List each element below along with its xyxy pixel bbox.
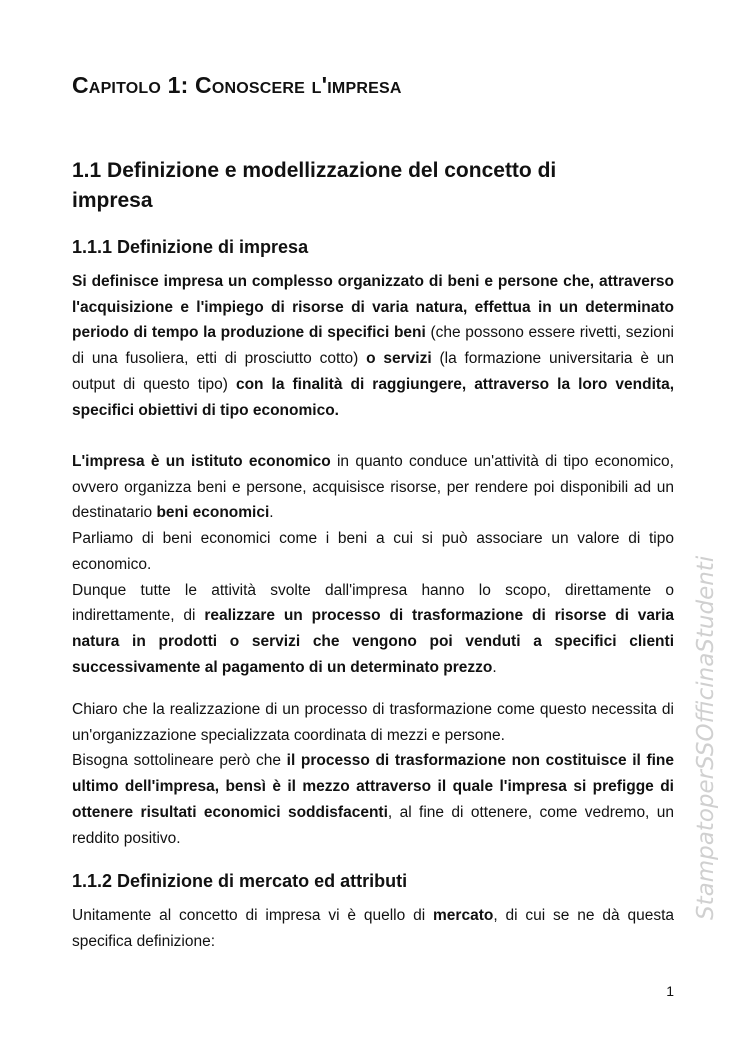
paragraph-mercato bbox=[72, 903, 674, 954]
text-run: Dunque tutte le attività svolte dall'impresa hanno lo scopo, direttamente o indirettamente, di bbox=[72, 581, 674, 625]
text-run: (che possono essere rivetti, sezioni di una fusoliera, etti di prosciutto cotto) bbox=[72, 324, 674, 368]
text-run: Unitamente al concetto di impresa vi è quello di bbox=[72, 907, 434, 924]
text-run: (la formazione universitaria è un output di questo tipo) bbox=[72, 350, 675, 393]
text-run: . bbox=[269, 504, 274, 522]
text-run: Parliamo di beni economici come i beni a cui si può associare un valore di tipo economico. bbox=[72, 530, 674, 573]
bold-text-run: mercato bbox=[433, 907, 494, 924]
page-number: 1 bbox=[666, 983, 674, 999]
bold-text-run: realizzare un processo di trasformazione di risorse di varia natura in prodotti o servizi che vengono poi venduti a specifici clienti successivamente al pagamento di un determinato prezzo bbox=[72, 607, 674, 676]
text-run: in quanto conduce un'attività di tipo economico, ovvero organizza beni e persone, acquisisce risorse, per rendere poi disponibili ad un destinatario bbox=[72, 453, 674, 522]
bold-text-run: beni economici bbox=[156, 504, 270, 522]
chapter-title: Capitolo 1: Conoscere l'impresa bbox=[72, 72, 402, 98]
paragraph-definizione-impresa bbox=[72, 269, 674, 423]
bold-text-run: o servizi bbox=[366, 350, 432, 368]
subsection-title-definizione-impresa: 1.1.1 Definizione di impresa bbox=[72, 237, 309, 257]
text-run: , al fine di ottenere, come vedremo, un reddito positivo. bbox=[72, 803, 674, 847]
bold-text-run: L'impresa è un istituto economico bbox=[72, 453, 331, 470]
text-run: . bbox=[492, 658, 497, 676]
subsection-title-definizione-mercato: 1.1.2 Definizione di mercato ed attributi bbox=[72, 871, 408, 891]
text-run: Bisogna sottolineare però che bbox=[72, 752, 287, 770]
watermark: StampatoperSSOfficinaStudenti bbox=[693, 555, 719, 920]
bold-text-run: con la finalità di raggiungere, attraverso la loro vendita, specifici obiettivi di tipo economico. bbox=[72, 375, 674, 419]
bold-text-run: Si definisce impresa un complesso organizzato di beni e persone che, attraverso l'acquisizione e l'impiego di risorse di varia natura, effettua in un determinato periodo di tempo la produzione di specifici beni bbox=[72, 273, 674, 342]
text-run: Chiaro che la realizzazione di un processo di trasformazione come questo necessita di un'organizzazione specializzata coordinata di mezzi e persone. bbox=[72, 701, 674, 744]
paragraph-istituto-economico bbox=[72, 449, 674, 680]
bold-text-run: il processo di trasformazione non costituisce il fine ultimo dell'impresa, bensì è il mezzo attraverso il quale l'impresa si prefigge di ottenere risultati economici soddisfacenti bbox=[72, 752, 675, 821]
section-title: 1.1 Definizione e modellizzazione del concetto di impresa bbox=[72, 159, 557, 212]
text-run: , di cui se ne dà questa specifica definizione: bbox=[72, 907, 674, 950]
paragraph-processo-trasformazione bbox=[72, 697, 674, 851]
